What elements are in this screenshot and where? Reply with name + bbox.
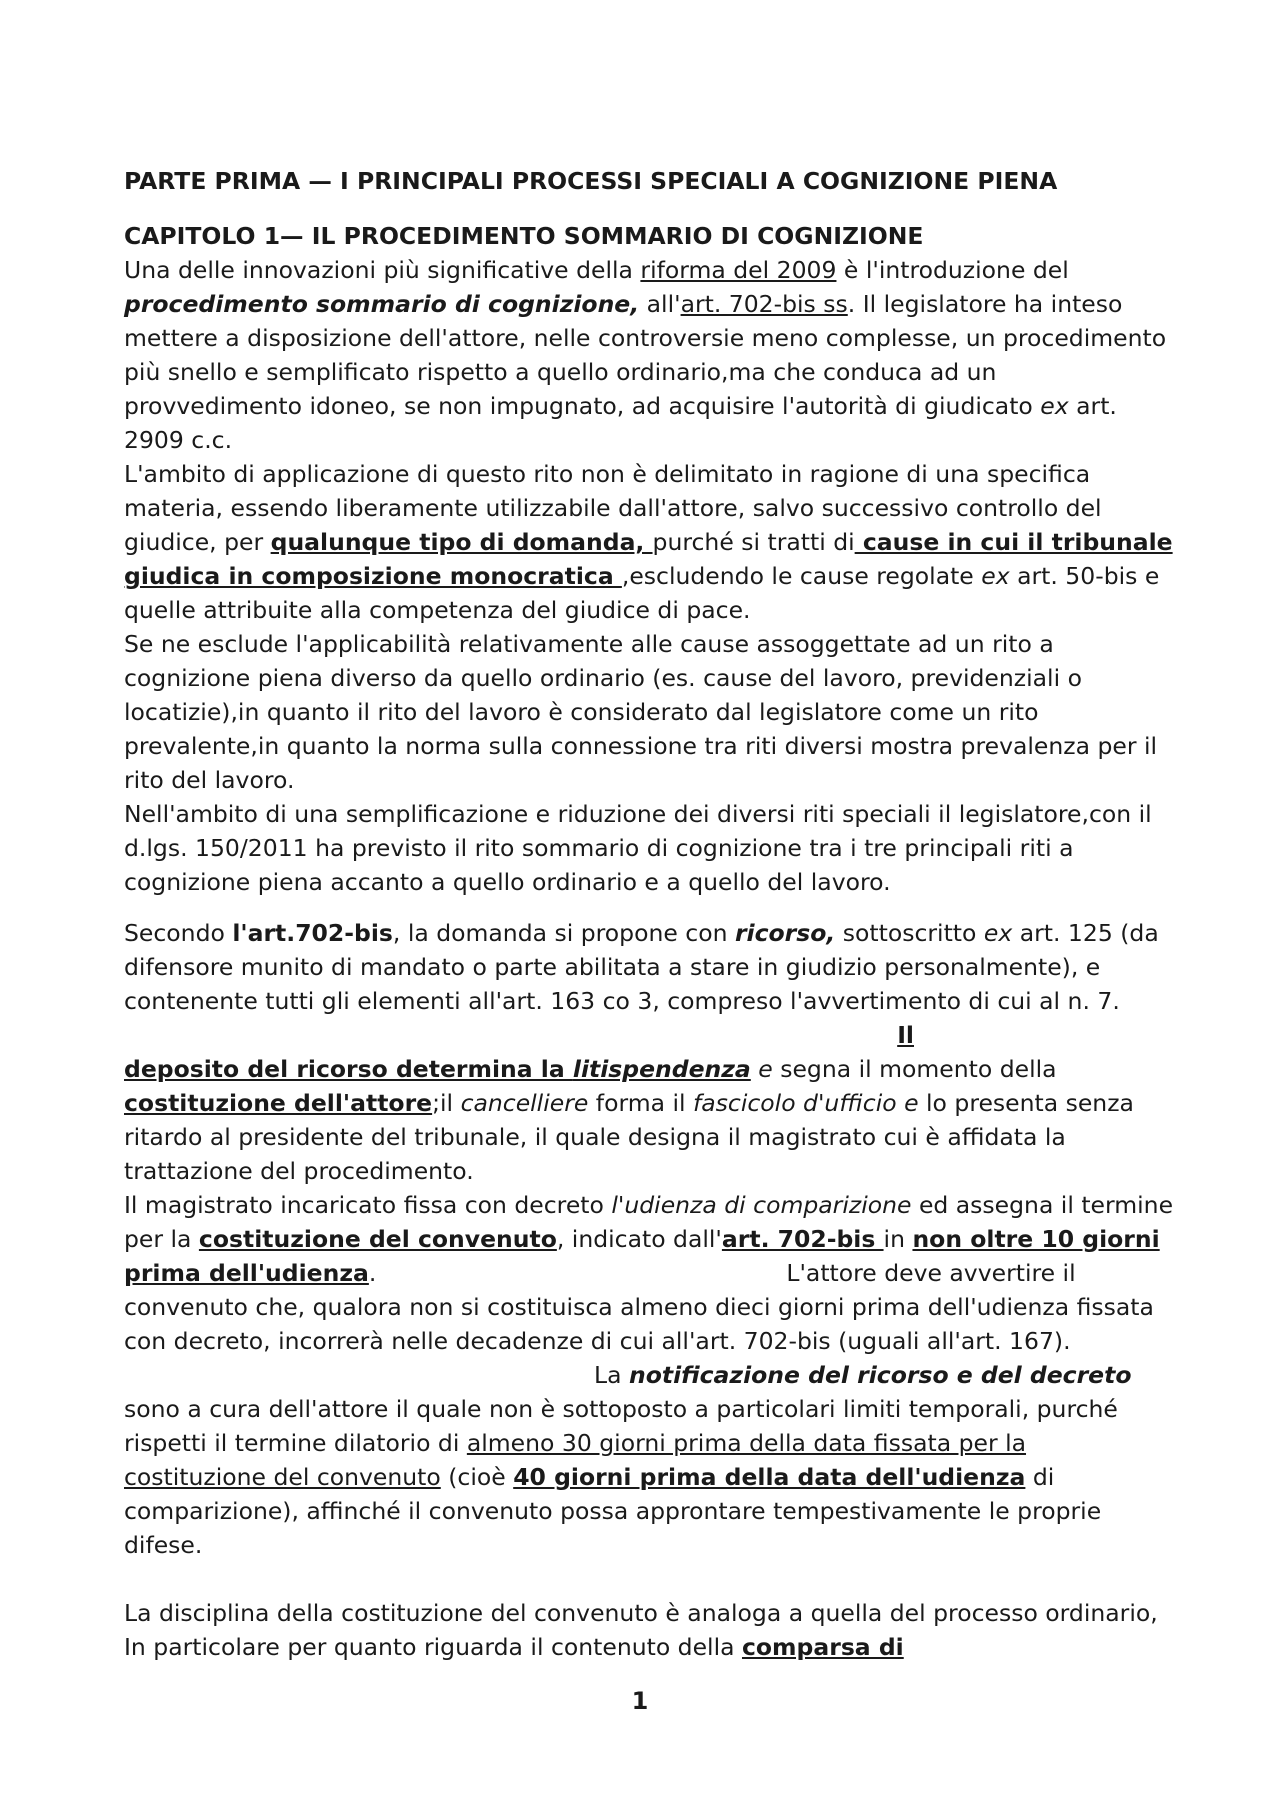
- italic-text: l'udienza di comparizione: [611, 1191, 912, 1219]
- text-run: La disciplina della costituzione del convenuto è analoga a quella del processo ordinario, In particolare per quanto riguarda il contenuto della: [124, 1599, 1158, 1661]
- paragraph-semplificazione: Nell'ambito di una semplificazione e riduzione dei diversi riti speciali il legislatore,con il d.lgs. 150/2011 ha previsto il rito sommario di cognizione tra i tre principali riti a cognizione piena accanto a quello ordinario e a quello del lavoro.: [124, 800, 1152, 896]
- page-number: 1: [631, 1687, 649, 1715]
- text-run: in: [883, 1225, 913, 1253]
- document-body: [124, 164, 1174, 1664]
- text-run: art. 2909 c.c.: [124, 392, 1117, 454]
- text-run: Il magistrato incaricato fissa con decreto: [124, 1191, 612, 1219]
- emphasis-text: procedimento sommario di cognizione,: [124, 290, 640, 318]
- text-run: all': [639, 290, 681, 318]
- bold-underlined-text: 40 giorni prima della data dell'udienza: [513, 1463, 1026, 1491]
- text-run: sottoscritto: [835, 919, 984, 947]
- text-run: ed assegna il termine per la: [124, 1191, 1174, 1253]
- text-run: .: [368, 1259, 377, 1287]
- text-run: Una delle innovazioni più significative della: [124, 256, 641, 284]
- bold-underlined-text: Il: [897, 1021, 914, 1049]
- text-run: ,escludendo le cause regolate: [621, 562, 982, 590]
- text-run: purché si tratti di: [652, 528, 855, 556]
- text-run: L'ambito di applicazione di questo rito non è delimitato in ragione di una specifica materia, essendo liberamente utilizzabile dall'attore, salvo successivo controllo del giudice, per: [124, 460, 1102, 556]
- text-run: L'attore deve avvertire il convenuto che, qualora non si costituisca almeno dieci giorni prima dell'udienza fissata con decreto, incorrerà nelle decadenze di cui all'art. 702-bis (uguali all'art. 167).: [124, 1259, 1154, 1355]
- bold-text: l'art.702-bis: [232, 919, 393, 947]
- text-run: forma il: [588, 1089, 693, 1117]
- paragraph-esclusione: Se ne esclude l'applicabilità relativamente alle cause assoggettate ad un rito a cognizione piena diverso da quello ordinario (es. cause del lavoro, previdenziali o locatizie),in quanto il rito del lavoro è considerato dal legislatore come un rito prevalente,in quanto la norma sulla connessione tra riti diversi mostra prevalenza per il rito del lavoro.: [124, 630, 1158, 794]
- paragraph-ambito: [124, 457, 1174, 627]
- bold-underlined-text: costituzione del convenuto: [198, 1225, 557, 1253]
- text-run: . Il legislatore ha inteso mettere a disposizione dell'attore, nelle controversie meno complesse, un procedimento più snello e semplificato rispetto a quello ordinario,ma che conduca ad un provvedimento idoneo, se non impugnato, ad acquisire l'autorità di giudicato: [124, 290, 1167, 420]
- underlined-text: art. 702-bis ss: [680, 290, 848, 318]
- bold-underlined-text: cause in cui il tribunale giudica in composizione monocratica: [124, 528, 1173, 590]
- italic-text: ex: [1040, 392, 1069, 420]
- text-run: di comparizione), affinché il convenuto possa approntare tempestivamente le proprie difese.: [124, 1463, 1102, 1559]
- emphasis-text: ricorso,: [734, 919, 836, 947]
- text-run: lo presenta senza ritardo al presidente del tribunale, il quale designa il magistrato cui è affidata la trattazione del procedimento.: [124, 1089, 1134, 1185]
- underlined-text: riforma del 2009: [640, 256, 837, 284]
- bold-underlined-text: qualunque tipo di domanda,: [270, 528, 653, 556]
- text-run: segna il momento della: [772, 1055, 1057, 1083]
- text-run: Secondo: [124, 919, 233, 947]
- paragraph-costituzione: [124, 1596, 1174, 1664]
- bold-underlined-text: costituzione dell'attore: [124, 1089, 433, 1117]
- underlined-text: almeno 30 giorni prima della data fissata per la costituzione del convenuto: [124, 1429, 1027, 1491]
- bold-underlined-text: art. 702-bis: [721, 1225, 884, 1253]
- text-run: , indicato dall': [556, 1225, 722, 1253]
- part-title: PARTE PRIMA — I PRINCIPALI PROCESSI SPECIALI A COGNIZIONE PIENA: [124, 167, 1058, 195]
- paragraph-intro: [124, 253, 1174, 457]
- text-run: ;il: [432, 1089, 461, 1117]
- emphasis-underlined-text: litispendenza: [572, 1055, 751, 1083]
- bold-underlined-text: comparsa di: [741, 1633, 904, 1661]
- bold-underlined-text: non oltre 10 giorni prima dell'udienza: [124, 1225, 1160, 1287]
- text-run: (cioè: [440, 1463, 514, 1491]
- text-run: , la domanda si propone con: [392, 919, 735, 947]
- paragraph-magistrato: [124, 1188, 1174, 1562]
- text-run: è l'introduzione del: [836, 256, 1069, 284]
- emphasis-text: notificazione del ricorso e del decreto: [628, 1361, 1132, 1389]
- text-run: art. 125 (da difensore munito di mandato o parte abilitata a stare in giudizio personalmente), e contenente tutti gli elementi all'art. 163 co 3, compreso l'avvertimento di cui al n. 7.: [124, 919, 1159, 1015]
- italic-text: cancelliere: [460, 1089, 589, 1117]
- bold-underlined-text: deposito del ricorso determina la: [124, 1055, 573, 1083]
- italic-text: e: [750, 1055, 773, 1083]
- italic-text: ex: [981, 562, 1010, 590]
- chapter-title: CAPITOLO 1— IL PROCEDIMENTO SOMMARIO DI COGNIZIONE: [124, 222, 924, 250]
- italic-text: fascicolo d'ufficio e: [693, 1089, 919, 1117]
- text-run: art. 50-bis e quelle attribuite alla competenza del giudice di pace.: [124, 562, 1160, 624]
- text-run: La: [594, 1361, 629, 1389]
- paragraph-ricorso: [124, 916, 1174, 1188]
- text-run: sono a cura dell'attore il quale non è sottoposto a particolari limiti temporali, purché rispetti il termine dilatorio di: [124, 1395, 1118, 1457]
- italic-text: ex: [983, 919, 1013, 947]
